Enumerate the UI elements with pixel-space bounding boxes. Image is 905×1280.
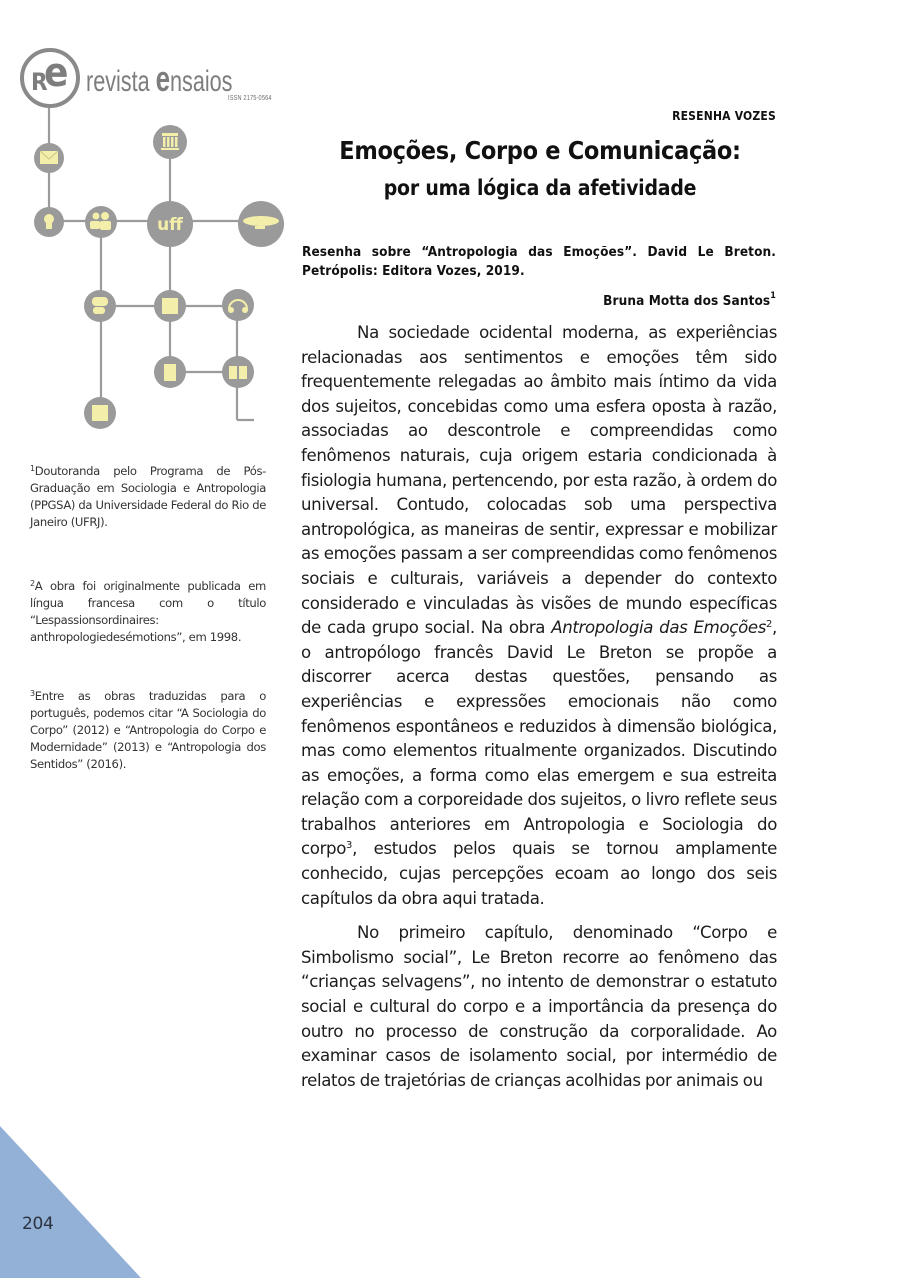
logo-mark: R e (31, 50, 69, 96)
open-book-icon (222, 356, 254, 388)
paragraph: No primeiro capítulo, denominado “Corpo e Simbolismo social”, Le Breton recorre ao fenômeno das “crianças selvagens”, no intento de demonstrar o estatuto social e cultural do corpo e a importância da presença do outro no processo de construção da corporalidade. Ao examinar casos de isolamento social, por intermédio de relatos de trajetórias de crianças acolhidas por animais ou (301, 923, 777, 1090)
uff-label: uff (157, 215, 183, 235)
footnote-ref[interactable]: 3 (346, 840, 353, 852)
page-corner-triangle (0, 1126, 141, 1278)
footnote-2: $^2$A obra foi originalmente publicada em língua francesa com o título “Lespassionsordinaires: anthropologiedesémotions”, em 1998. (30, 579, 266, 644)
journal-name: revista ensaios (86, 58, 233, 99)
article-title: Emoções, Corpo e Comunicação: (339, 136, 741, 165)
article-subtitle: por uma lógica da afetividade (383, 176, 697, 200)
author-name: Bruna Motta dos Santos$^1$ (603, 291, 776, 309)
issn: ISSN 2175-0564 (228, 95, 272, 102)
page-number: 204 (22, 1214, 54, 1234)
bank-building-icon (153, 125, 187, 159)
footnote-1: $^1$Doutoranda pelo Programa de Pós-Graduação em Sociologia e Antropologia (PPGSA) da Universidade Federal do Rio de Janeiro (UFRJ). (30, 464, 266, 529)
book-title-italic: Antropologia das Emoções (551, 618, 767, 638)
journal-logo (20, 48, 280, 110)
footnote-3: $^3$Entre as obras traduzidas para o português, podemos citar “A Sociologia do Corpo” (2012) e “Antropologia do Corpo e Modernidade” (2013) e “Antropologia dos Sentidos” (2016). (30, 689, 266, 771)
headphones-icon (222, 289, 254, 321)
book-reference: Resenha sobre “Antropologia das Emoções”. David Le Breton. Petrópolis: Editora Vozes, 2019. (302, 244, 776, 279)
article-body (301, 321, 777, 1093)
footnote-ref[interactable]: 1 (770, 291, 776, 301)
footnote-ref[interactable]: 2 (766, 619, 773, 631)
paragraph: Na sociedade ocidental moderna, as experiências relacionadas aos sentimentos e emoções têm sido frequentemente relegadas ao âmbito mais íntimo da vida dos sujeitos, concebidas como uma esfera oposta à razão, associadas ao descontrole e compreendidas como fenômenos naturais, cuja origem estaria condicionada à fisiologia humana, pertencendo, por esta razão, à ordem do universal. Contudo, colocadas sob uma perspectiva antropológica, as maneiras de sentir, expressar e mobilizar as emoções passam a ser compreendidas como fenômenos sociais e culturais, variáveis a depender do contexto considerado e vinculadas às visões de mundo específicas de cada grupo social. Na obra Antropologia das Emoções$^2$, o antropólogo francês David Le Breton se propõe a discorrer acerca destas questões, pensando as experiências e expressões emocionais não como fenômenos espontâneos e reduzidos à dimensão biológica, mas como elementos ritualmente organizados. Discutindo as emoções, a forma como elas emergem e sua estreita relação com a corporeidade dos sujeitos, o livro reflete seus trabalhos anteriores em Antropologia e Sociologia do corpo$^3$, estudos pelos quais se tornou amplamente conhecido, cujas percepções ecoam ao longo dos seis capítulos da obra aqui tratada. (301, 323, 777, 908)
section-label: RESENHA VOZES (672, 109, 776, 123)
